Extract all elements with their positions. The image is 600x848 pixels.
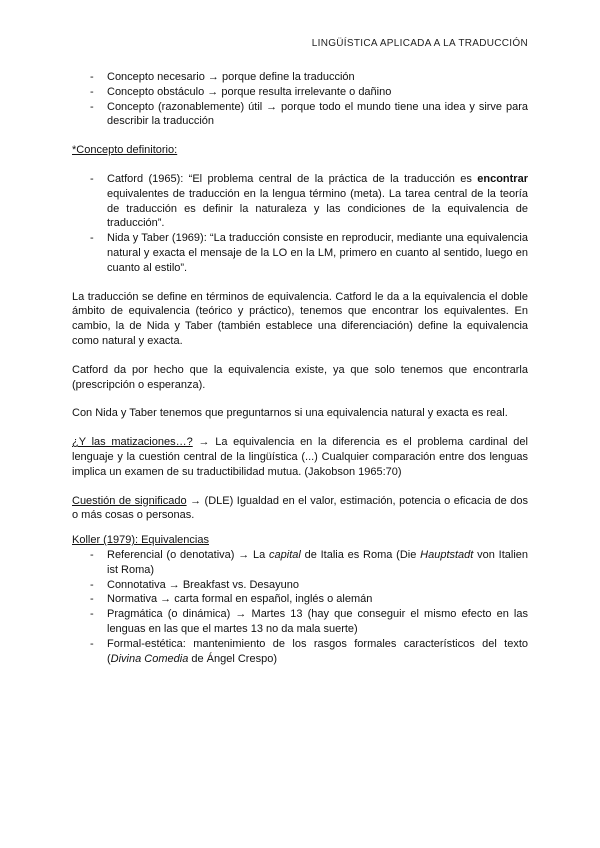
list-item-connotativa: - Connotativa → Breakfast vs. Desayuno	[72, 578, 528, 593]
list-item: - Concepto (razonablemente) útil → porque todo el mundo tiene una idea y sirve para describir la traducción	[72, 100, 528, 130]
paragraph-nida: Con Nida y Taber tenemos que preguntarnos si una equivalencia natural y exacta es real.	[72, 407, 508, 420]
running-header: LINGÜÍSTICA APLICADA A LA TRADUCCIÓN	[311, 38, 528, 49]
list-item-formal-estetica: - Formal-estética: mantenimiento de los rasgos formales característicos del texto (Divina Comedia de Ángel Crespo)	[72, 637, 528, 667]
nida-taber-quote: - Nida y Taber (1969): “La traducción consiste en reproducir, mediante una equivalencia natural y exacta el mensaje de la LO en la LM, primero en cuanto al sentido, luego en cuanto al estilo”.	[72, 231, 528, 275]
intro-list	[72, 70, 528, 129]
list-item: - Concepto necesario → porque define la traducción	[72, 70, 528, 85]
paragraph-significado: Cuestión de significado → (DLE) Igualdad en el valor, estimación, potencia o eficacia de dos o más cosas o personas.	[72, 494, 528, 522]
paragraph-catford: Catford da por hecho que la equivalencia existe, ya que solo tenemos que encontrarla (prescripción o esperanza).	[72, 363, 528, 391]
paragraph-equivalencia: La traducción se define en términos de equivalencia. Catford le da a la equivalencia el doble ámbito de equivalencia (teórico y práctico), tenemos que encontrar los equivalentes. En cambio, la de Nida y Taber (también establece una diferenciación) define la equivalencia como natural y exacta.	[72, 290, 528, 347]
catford-quote: - Catford (1965): “El problema central de la práctica de la traducción es encontrar equivalentes de traducción en la lengua término (meta). La tarea central de la teoría de traducción es definir la naturaleza y las condiciones de la equivalencia de traducción”.	[72, 172, 528, 231]
list-item-pragmatica: - Pragmática (o dinámica) → Martes 13 (hay que conseguir el mismo efecto en las lenguas en las que el martes 13 no da mala suerte)	[72, 607, 528, 637]
list-item: - Concepto obstáculo → porque resulta irrelevante o dañino	[72, 85, 528, 100]
definitorio-heading: *Concepto definitorio:	[72, 144, 178, 157]
list-item-normativa: - Normativa → carta formal en español, inglés o alemán	[72, 592, 528, 607]
page-content	[72, 70, 528, 666]
paragraph-matizaciones: ¿Y las matizaciones…? → La equivalencia en la diferencia es el problema cardinal del lenguaje y la cuestión central de la lingüística (...) Cualquier comparación entre dos lenguas implica un examen de su traductibilidad mutua. (Jakobson 1965:70)	[72, 436, 528, 478]
koller-heading: Koller (1979): Equivalencias	[72, 534, 209, 547]
definitorio-list	[72, 172, 528, 276]
koller-list	[72, 548, 528, 666]
list-item-referencial: - Referencial (o denotativa) → La capital de Italia es Roma (Die Hauptstadt von Italien ist Roma)	[72, 548, 528, 578]
